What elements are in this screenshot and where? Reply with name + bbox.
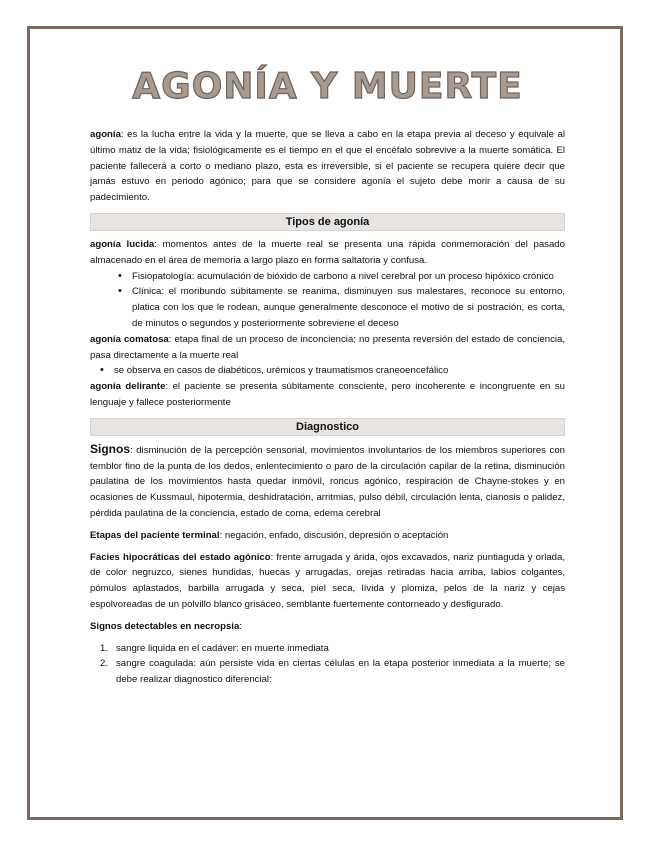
section-heading-diagnostico: Diagnostico: [90, 418, 565, 436]
list-item: • se observa en casos de diabéticos, urémicos y traumatismos craneoencefálico: [100, 363, 565, 379]
signos-text: : disminución de la percepción sensorial, movimientos involuntarios de los miembros superiores con temblor fino de la punta de los dedos, enlentecimiento o paro de la circulación capilar de la retina, disminución paulatina de los movimientos hasta quedar inmóvil, roncus agónico, respiración de Chayne-stokes y en ocasiones de Kussmaul, hipotermia, deshidratación, arritmias, pulso débil, circulación lenta, cianosis o palidez, pérdida paulatina de la conciencia, estado de coma, edema cerebral: [90, 444, 565, 519]
etapas-term: Etapas del paciente terminal: [90, 529, 220, 541]
delirante-term: agonía delirante: [90, 381, 166, 393]
list-text: sangre liquida en el cadáver: en muerte inmediata: [116, 642, 329, 654]
delirante-paragraph: [90, 379, 565, 411]
intro-paragraph: [90, 127, 565, 206]
list-item: • Fisiopatología: acumulación de bióxido de carbono a nivel cerebral por un proceso hipóxico crónico: [118, 269, 565, 285]
list-item: [100, 641, 565, 657]
comatosa-list: [90, 363, 565, 379]
list-number: 2.: [100, 658, 109, 670]
list-number: 1.: [100, 642, 109, 654]
etapas-paragraph: [90, 528, 565, 544]
facies-paragraph: [90, 550, 565, 613]
facies-text: : frente arrugada y árida, ojos excavados, nariz puntiaguda y orlada, de color negruzco, sienes hundidas, huecas y arrugadas, orejas retiradas hacia arriba, labios colgantes, pómulos aplastados, barbilla arrugada y seca, piel seca, lívida y plomiza, pelos de la nariz y cejas espolvoreadas de un polvillo blanco grisáceo, semblante fuertemente contorneado y desfigurado.: [90, 551, 566, 610]
etapas-text: : negación, enfado, discusión, depresión o aceptación: [219, 529, 449, 541]
list-item: • Clínica: el moribundo súbitamente se reanima, disminuyen sus malestares, reconoce su entorno, platica con los que le rodean, aunque generalmente desconoce el motivo de si postración, es corta, de minutos o segundos y posteriormente sobreviene el deceso: [118, 284, 565, 331]
signos-paragraph: [90, 442, 565, 522]
section-heading-tipos: Tipos de agonía: [90, 213, 565, 231]
list-text: sangre coagulada: aún persiste vida en ciertas células en la etapa posterior inmediata a la muerte; se debe realizar diagnostico diferencial:: [116, 658, 565, 686]
delirante-text: : el paciente se presenta súbitamente consciente, pero incoherente e incongruente en su lenguaje y fallece posteriormente: [90, 381, 565, 408]
necropsia-colon: :: [239, 620, 242, 632]
necropsia-term: Signos detectables en necropsia: [90, 620, 240, 632]
lucida-text: : momentos antes de la muerte real se presenta una rápida conmemoración del pasado almacenado en el área de memoria a largo plazo en forma saltatoria y confusa.: [90, 238, 565, 266]
lucida-paragraph: [90, 237, 565, 269]
facies-term: Facies hipocráticas del estado agónico: [90, 551, 271, 563]
comatosa-term: agonía comatosa: [90, 333, 169, 345]
necropsia-list: [90, 641, 565, 688]
signos-term: Signos: [90, 441, 131, 456]
intro-term: agonía: [90, 129, 121, 140]
intro-text: : es la lucha entre la vida y la muerte, que se lleva a cabo en la etapa previa al deceso y equivale al último matiz de la vida; fisiológicamente es el tiempo en el que el encéfalo sobrevive a la muerte somática. El paciente fallecerá a corto o mediano plazo, esta es irreversible, si el paciente se recupera quiere decir que jamás estuvo en periodo agónico; para que se considere agonía el sujeto debe morir a causa de su padecimiento.: [90, 129, 565, 204]
page-title: AGONÍA Y MUERTE: [132, 66, 523, 107]
document-body: [90, 127, 565, 688]
lucida-list: [90, 269, 565, 332]
list-item: [100, 656, 565, 688]
comatosa-paragraph: [90, 332, 565, 364]
comatosa-text: : etapa final de un proceso de inconciencia; no presenta reversión del estado de conciencia, pasa directamente a la muerte real: [90, 333, 565, 361]
necropsia-heading: [90, 619, 565, 635]
lucida-term: agonía lucida: [90, 238, 155, 250]
